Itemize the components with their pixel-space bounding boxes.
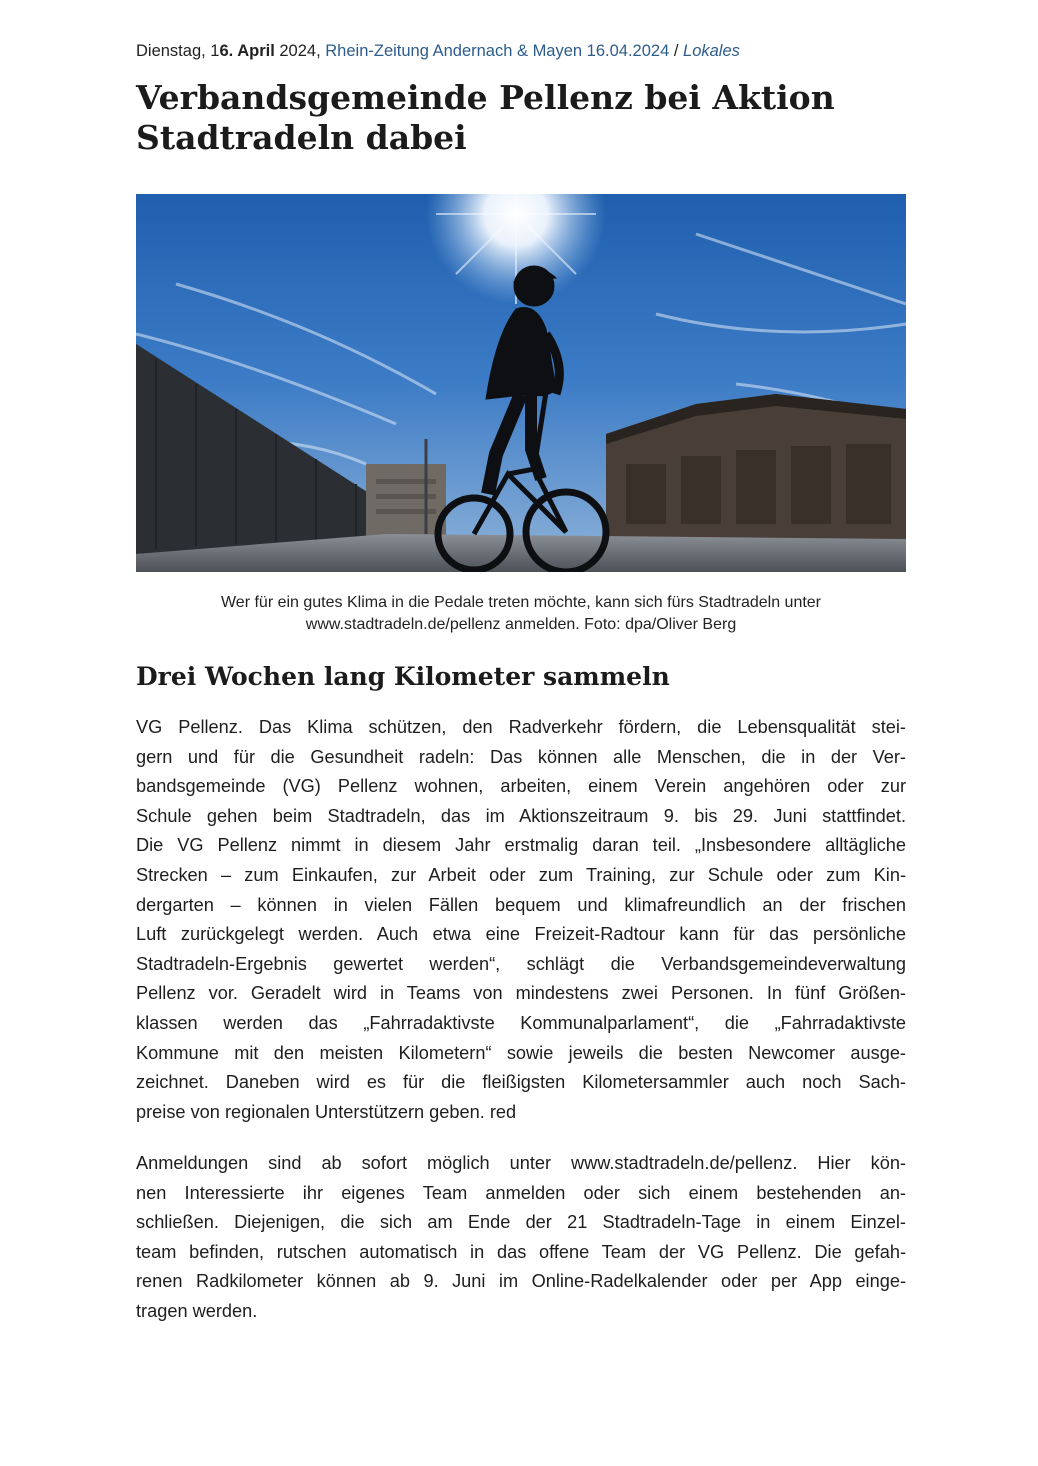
body-paragraph-1 <box>136 713 906 1127</box>
body-line: Kommune mit den meisten Kilometern“ sowie jeweils die besten Newcomer ausge- <box>136 1042 906 1063</box>
caption-line-2: www.stadtradeln.de/pellenz anmelden. Foto: dpa/Oliver Berg <box>305 616 737 633</box>
meta-separator: / <box>669 42 684 60</box>
body-line: Die VG Pellenz nimmt in diesem Jahr erstmalig daran teil. „Insbesondere alltägliche <box>136 835 906 856</box>
article-meta <box>136 42 740 61</box>
body-line: zeichnet. Daneben wird es für die fleißigsten Kilometersammler auch noch Sach- <box>136 1072 906 1093</box>
body-line: klassen werden das „Fahrradaktivste Kommunalparlament“, die „Fahrradaktivste <box>136 1012 906 1033</box>
body-line: Anmeldungen sind ab sofort möglich unter www.stadtradeln.de/pellenz. Hier kön- <box>136 1153 906 1173</box>
body-paragraph-2 <box>136 1149 906 1327</box>
meta-year: 2024, <box>274 42 326 60</box>
headline-line-2: Stadtradeln dabei <box>136 118 467 157</box>
meta-section: Lokales <box>683 42 740 60</box>
meta-weekday: Dienstag, 1 <box>136 42 220 60</box>
photo-caption <box>136 592 906 636</box>
body-line: gern und für die Gesundheit radeln: Das können alle Menschen, die in der Ver- <box>136 746 906 767</box>
body-line: Schule gehen beim Stadtradeln, das im Aktionszeitraum 9. bis 29. Juni stattfindet. <box>136 805 906 826</box>
body-line: Luft zurückgelegt werden. Auch etwa eine Freizeit-Radtour kann für das persönliche <box>136 924 906 945</box>
body-line: nen Interessierte ihr eigenes Team anmelden oder sich einem bestehenden an- <box>136 1182 906 1203</box>
meta-date: 6. April <box>219 42 275 60</box>
body-line: schließen. Diejenigen, die sich am Ende der 21 Stadtradeln-Tage in einem Einzel- <box>136 1212 906 1233</box>
body-line: team befinden, rutschen automatisch in das offene Team der VG Pellenz. Die gefah- <box>136 1241 906 1262</box>
headline-line-1: Verbandsgemeinde Pellenz bei Aktion <box>136 78 835 117</box>
body-line: Pellenz vor. Geradelt wird in Teams von mindestens zwei Personen. In fünf Größen- <box>136 983 906 1004</box>
body-line: tragen werden. <box>136 1300 258 1321</box>
cyclist-photo <box>136 194 906 572</box>
body-line: Strecken – zum Einkaufen, zur Arbeit oder zum Training, zur Schule oder zum Kin- <box>136 864 906 885</box>
body-line: VG Pellenz. Das Klima schützen, den Radverkehr fördern, die Lebensqualität stei- <box>136 717 906 737</box>
body-line: dergarten – können in vielen Fällen bequem und klimafreundlich an der frischen <box>136 894 906 915</box>
cyclist-photo-graphic <box>136 194 906 572</box>
meta-source: Rhein-Zeitung Andernach & Mayen 16.04.2024 <box>325 42 670 60</box>
body-line: bandsgemeinde (VG) Pellenz wohnen, arbeiten, einem Verein angehören oder zur <box>136 776 906 797</box>
body-line: renen Radkilometer können ab 9. Juni im Online-Radelkalender oder per App einge- <box>136 1271 906 1292</box>
article-subheadline: Drei Wochen lang Kilometer sammeln <box>136 662 670 691</box>
caption-line-1: Wer für ein gutes Klima in die Pedale treten möchte, kann sich fürs Stadtradeln unter <box>220 594 822 611</box>
article-headline <box>136 78 906 158</box>
body-line: Stadtradeln-Ergebnis gewertet werden“, schlägt die Verbandsgemeindeverwaltung <box>136 953 906 974</box>
body-line: preise von regionalen Unterstützern geben. red <box>136 1101 517 1122</box>
